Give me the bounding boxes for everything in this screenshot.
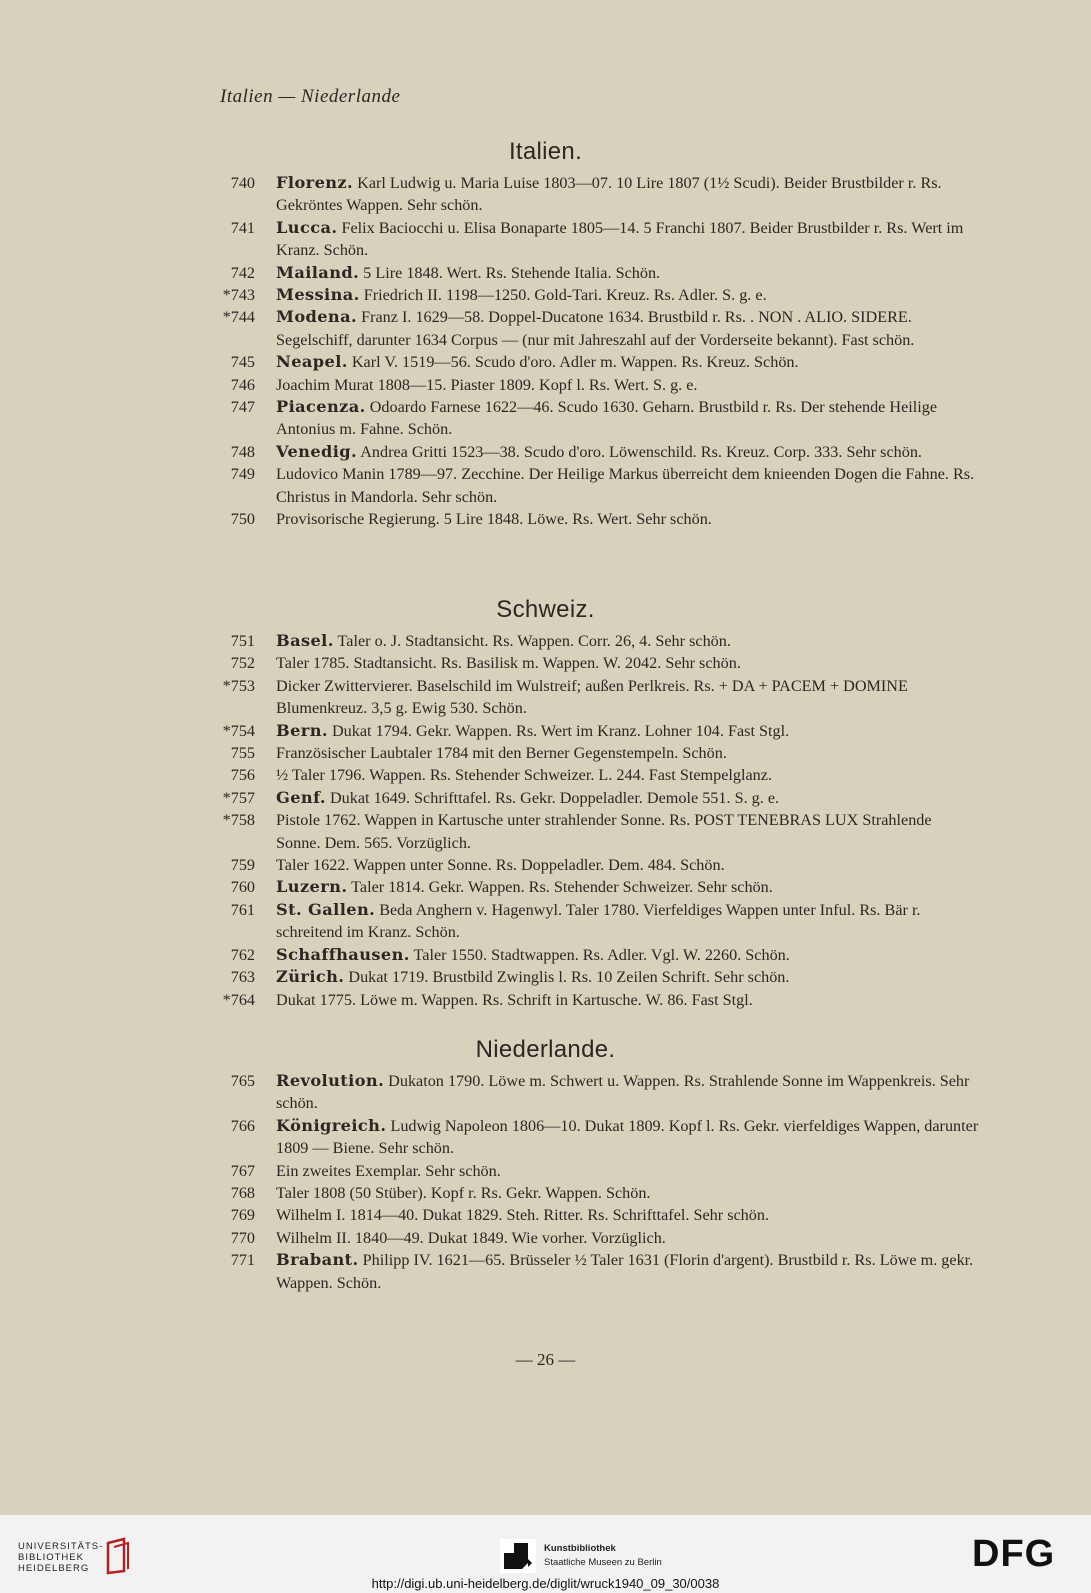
lot-number: *743 — [222, 286, 255, 305]
mint-city: Neapel. — [276, 352, 348, 372]
lot-number: 752 — [230, 654, 255, 673]
lot-description: Franz I. 1629—58. Doppel-Ducatone 1634. Brustbild r. Rs. . NON . ALIO. SIDERE. Segelschiff, darunter 1634 Corpus — (nur mit Jahreszahl auf der Vorderseite bekannt). Fast schön. — [276, 308, 915, 349]
lot-description: Ludovico Manin 1789—97. Zecchine. Der Heilige Markus überreicht dem knieenden Dogen die Fahne. Rs. Christus in Mandorla. Sehr schön. — [276, 465, 975, 506]
catalog-entry — [200, 854, 980, 876]
catalog-entry — [200, 351, 980, 373]
mint-city: Revolution. — [276, 1071, 385, 1090]
catalog-entry — [200, 508, 980, 530]
mint-city: St. Gallen. — [276, 899, 376, 919]
lot-number: 748 — [230, 442, 255, 461]
lot-description: Karl Ludwig u. Maria Luise 1803—07. 10 Lire 1807 (1½ Scudi). Beider Brustbilder r. Rs. Gekröntes Wappen. Sehr schön. — [276, 174, 942, 215]
lot-description: Felix Baciocchi u. Elisa Bonaparte 1805—14. 5 Franchi 1807. Beider Brustbilder r. Rs. Wert im Kranz. Schön. — [276, 218, 964, 260]
catalog-entry — [200, 217, 980, 262]
catalog-entry — [200, 630, 980, 652]
catalog-entry — [200, 1204, 980, 1226]
lot-number: 759 — [230, 856, 255, 875]
lot-number: 762 — [230, 945, 255, 964]
lot-number: 766 — [230, 1116, 255, 1135]
lot-number: *754 — [222, 721, 255, 740]
catalog-entry — [200, 720, 980, 742]
catalog-entry — [200, 1227, 980, 1249]
lot-number: 751 — [230, 632, 255, 650]
section-heading-niederlande: Niederlande. — [475, 1036, 616, 1063]
mint-city: Piacenza. — [276, 397, 366, 417]
mint-city: Luzern. — [276, 877, 348, 897]
lot-description: Karl V. 1519—56. Scudo d'oro. Adler m. Wappen. Rs. Kreuz. Schön. — [351, 353, 799, 372]
lot-number: 740 — [230, 174, 255, 192]
lot-description: Dukat 1794. Gekr. Wappen. Rs. Wert im Kranz. Lohner 104. Fast Stgl. — [331, 721, 790, 740]
lot-number: *753 — [222, 676, 255, 695]
lot-number: 767 — [230, 1161, 255, 1180]
lot-description: Dukat 1775. Löwe m. Wappen. Rs. Schrift in Kartusche. W. 86. Fast Stgl. — [276, 990, 753, 1009]
catalog-entry — [200, 172, 980, 217]
catalog-entry — [200, 742, 980, 764]
catalog-entry — [200, 675, 980, 720]
catalog-entry — [200, 463, 980, 508]
lot-number: 741 — [230, 218, 255, 237]
catalog-entry — [200, 989, 980, 1011]
catalog-entry — [200, 944, 980, 966]
lot-number: 756 — [230, 766, 255, 785]
mint-city: Lucca. — [276, 217, 338, 237]
mint-city: Florenz. — [276, 173, 354, 192]
catalog-entry — [200, 284, 980, 306]
lot-description: Taler 1550. Stadtwappen. Rs. Adler. Vgl. W. 2260. Schön. — [413, 945, 790, 964]
lot-number: 749 — [230, 465, 255, 484]
kunstbibliothek-logo[interactable] — [544, 1542, 662, 1570]
mint-city: Brabant. — [276, 1250, 359, 1270]
lot-description: Dukaton 1790. Löwe m. Schwert u. Wappen. Rs. Strahlende Sonne im Wappenkreis. Sehr schön. — [276, 1072, 970, 1113]
lot-number: 747 — [230, 398, 255, 417]
lot-number: 769 — [230, 1206, 255, 1225]
kunstbibliothek-emblem-icon — [500, 1539, 536, 1573]
lot-number: *764 — [222, 990, 255, 1009]
catalog-entry — [200, 764, 980, 786]
lot-description: Dukat 1649. Schrifttafel. Rs. Gekr. Doppeladler. Demole 551. S. g. e. — [329, 788, 780, 807]
catalog-entry — [200, 652, 980, 674]
lot-description: Andrea Gritti 1523—38. Scudo d'oro. Löwenschild. Rs. Kreuz. Corp. 333. Sehr schön. — [360, 442, 922, 461]
lot-description: Dicker Zwittervierer. Baselschild im Wulstreif; außen Perlkreis. Rs. + DA + PACEM + DOMINE Blumenkreuz. 3,5 g. Ewig 530. Schön. — [276, 676, 908, 718]
lot-number: 746 — [230, 375, 255, 394]
lot-description: Odoardo Farnese 1622—46. Scudo 1630. Geharn. Brustbild r. Rs. Der stehende Heilige Antonius m. Fahne. Schön. — [276, 398, 938, 439]
section-heading-italien: Italien. — [508, 138, 583, 165]
catalog-entry — [200, 876, 980, 898]
lot-number: *757 — [222, 788, 255, 807]
lot-number: 760 — [230, 878, 255, 897]
catalog-entry — [200, 306, 980, 351]
mint-city: Königreich. — [276, 1115, 387, 1135]
lot-number: 763 — [230, 968, 255, 987]
lot-number: 745 — [230, 353, 255, 372]
lot-description: Dukat 1719. Brustbild Zwinglis l. Rs. 10 Zeilen Schrift. Sehr schön. — [348, 968, 790, 987]
lot-number: 768 — [230, 1184, 255, 1203]
mint-city: Bern. — [276, 720, 328, 740]
entries-italien — [200, 172, 980, 531]
catalog-entry — [200, 1182, 980, 1204]
lot-description: 5 Lire 1848. Wert. Rs. Stehende Italia. Schön. — [363, 263, 661, 282]
entries-schweiz — [200, 630, 980, 1011]
dfg-logo[interactable]: DFG — [972, 1533, 1056, 1575]
lot-description: Taler 1622. Wappen unter Sonne. Rs. Doppeladler. Dem. 484. Schön. — [276, 856, 725, 875]
lot-description: Französischer Laubtaler 1784 mit den Berner Gegenstempeln. Schön. — [276, 744, 727, 763]
lot-description: Taler 1785. Stadtansicht. Rs. Basilisk m. Wappen. W. 2042. Sehr schön. — [276, 654, 741, 673]
lot-description: Taler o. J. Stadtansicht. Rs. Wappen. Corr. 26, 4. Sehr schön. — [337, 632, 731, 650]
lot-description: Wilhelm II. 1840—49. Dukat 1849. Wie vorher. Vorzüglich. — [276, 1228, 666, 1247]
page-number: — 26 — — [515, 1350, 576, 1369]
mint-city: Modena. — [276, 307, 358, 327]
catalog-entry — [200, 809, 980, 854]
catalog-entry — [200, 787, 980, 809]
lot-description: Philipp IV. 1621—65. Brüsseler ½ Taler 1631 (Florin d'argent). Brustbild r. Rs. Löwe m. gekr. Wappen. Schön. — [276, 1251, 974, 1292]
mint-city: Schaffhausen. — [276, 944, 410, 964]
lot-number: 742 — [230, 263, 255, 282]
kb-title: Kunstbibliothek — [544, 1543, 616, 1554]
catalog-entry — [200, 966, 980, 988]
permalink-url[interactable]: http://digi.ub.uni-heidelberg.de/diglit/wruck1940_09_30/0038 — [371, 1576, 720, 1591]
lot-number: 765 — [230, 1072, 255, 1090]
mint-city: Zürich. — [276, 967, 345, 987]
lot-description: Pistole 1762. Wappen in Kartusche unter strahlender Sonne. Rs. POST TENEBRAS LUX Strahlende Sonne. Dem. 565. Vorzüglich. — [276, 811, 932, 852]
ub-line: BIBLIOTHEK — [18, 1552, 84, 1563]
lot-description: Provisorische Regierung. 5 Lire 1848. Löwe. Rs. Wert. Sehr schön. — [276, 510, 712, 529]
mint-city: Basel. — [276, 631, 334, 650]
lot-description: Taler 1814. Gekr. Wappen. Rs. Stehender Schweizer. Sehr schön. — [351, 878, 773, 897]
entries-niederlande — [200, 1070, 980, 1294]
lot-number: *758 — [222, 811, 255, 830]
lot-description: Ludwig Napoleon 1806—10. Dukat 1809. Kopf l. Rs. Gekr. vierfeldiges Wappen, darunter 1809 — Biene. Sehr schön. — [276, 1116, 979, 1158]
mint-city: Genf. — [276, 787, 326, 807]
lot-description: Friedrich II. 1198—1250. Gold-Tari. Kreuz. Rs. Adler. S. g. e. — [363, 286, 767, 305]
section-heading-schweiz: Schweiz. — [496, 596, 595, 623]
lot-description: ½ Taler 1796. Wappen. Rs. Stehender Schweizer. L. 244. Fast Stempelglanz. — [276, 766, 772, 785]
catalog-entry — [200, 441, 980, 463]
catalog-entry — [200, 374, 980, 396]
lot-number: 770 — [230, 1228, 255, 1247]
catalog-entry — [200, 262, 980, 284]
lot-number: 771 — [230, 1251, 255, 1270]
ub-emblem-icon — [104, 1537, 130, 1575]
ub-line: UNIVERSITÄTS- — [18, 1541, 104, 1552]
kb-subtitle: Staatliche Museen zu Berlin — [544, 1557, 662, 1568]
ub-heidelberg-logo[interactable] — [18, 1541, 103, 1574]
lot-description: Ein zweites Exemplar. Sehr schön. — [276, 1161, 501, 1180]
catalog-entry — [200, 396, 980, 441]
lot-description: Wilhelm I. 1814—40. Dukat 1829. Steh. Ritter. Rs. Schrifttafel. Sehr schön. — [276, 1206, 770, 1225]
mint-city: Mailand. — [276, 262, 360, 282]
lot-description: Taler 1808 (50 Stüber). Kopf r. Rs. Gekr. Wappen. Schön. — [276, 1184, 651, 1203]
running-head: Italien — Niederlande — [220, 86, 401, 107]
catalog-entry — [200, 1249, 980, 1294]
mint-city: Messina. — [276, 285, 360, 305]
lot-number: 750 — [230, 510, 255, 529]
lot-number: *744 — [222, 308, 255, 327]
lot-description: Beda Anghern v. Hagenwyl. Taler 1780. Vierfeldiges Wappen unter Inful. Rs. Bär r. schreitend im Kranz. Schön. — [276, 900, 921, 942]
digitization-footer — [0, 1515, 1091, 1593]
catalog-entry — [200, 899, 980, 944]
lot-description: Joachim Murat 1808—15. Piaster 1809. Kopf l. Rs. Wert. S. g. e. — [276, 375, 698, 394]
catalog-entry — [200, 1070, 980, 1115]
ub-line: HEIDELBERG — [18, 1563, 90, 1574]
lot-number: 755 — [230, 744, 255, 763]
catalog-entry — [200, 1160, 980, 1182]
lot-number: 761 — [230, 900, 255, 919]
mint-city: Venedig. — [276, 441, 358, 461]
catalog-entry — [200, 1115, 980, 1160]
